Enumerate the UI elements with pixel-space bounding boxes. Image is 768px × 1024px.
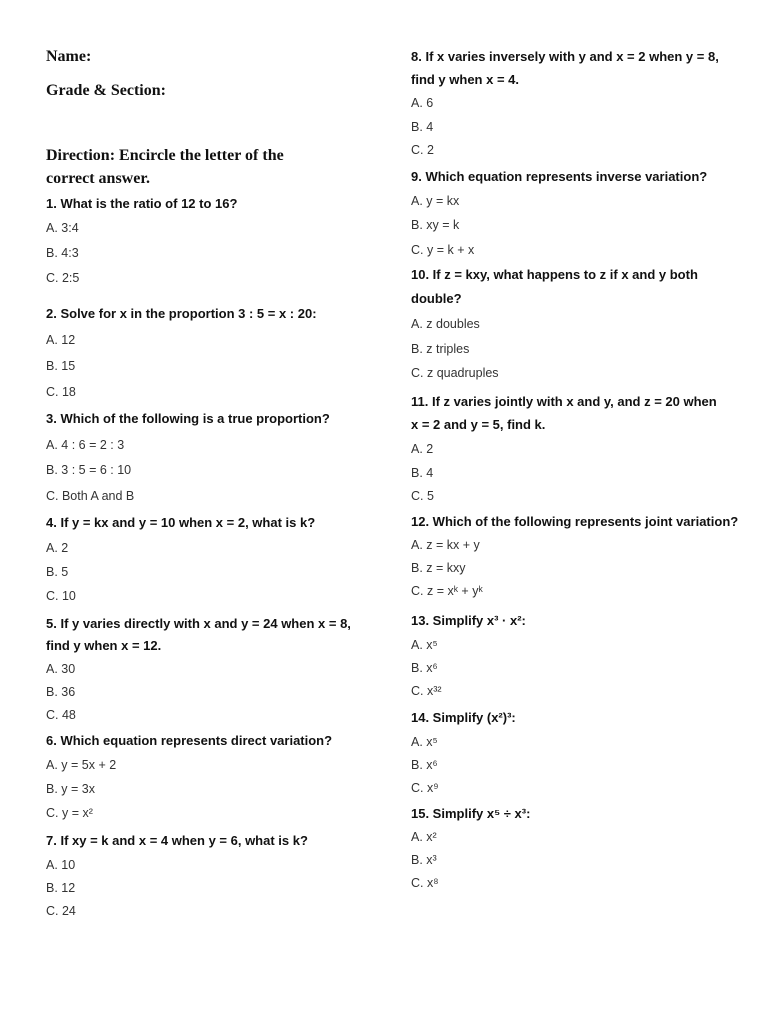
question-5-stem-line-1: 5. If y varies directly with x and y = 24 when x = 8, — [46, 616, 351, 631]
question-12-option-b[interactable]: B. z = kxy — [411, 561, 466, 575]
question-1-option-c[interactable]: C. 2:5 — [46, 271, 80, 285]
question-3-stem: 3. Which of the following is a true proportion? — [46, 411, 330, 426]
question-5-stem-line-2: find y when x = 12. — [46, 638, 162, 653]
question-12-stem: 12. Which of the following represents joint variation? — [411, 514, 739, 529]
question-3-option-c[interactable]: C. Both A and B — [46, 489, 135, 503]
question-12-option-c[interactable]: C. z = xᵏ + yᵏ — [411, 584, 483, 598]
question-1-stem: 1. What is the ratio of 12 to 16? — [46, 196, 238, 211]
question-13-option-b[interactable]: B. x⁶ — [411, 661, 438, 675]
question-7-stem: 7. If xy = k and x = 4 when y = 6, what is k? — [46, 833, 308, 848]
question-2-option-c[interactable]: C. 18 — [46, 385, 76, 399]
question-7-option-b[interactable]: B. 12 — [46, 881, 76, 895]
question-15-option-b[interactable]: B. x³ — [411, 853, 437, 867]
question-10-option-a[interactable]: A. z doubles — [411, 317, 480, 331]
question-13-stem: 13. Simplify x³ · x²: — [411, 613, 526, 628]
question-6-option-a[interactable]: A. y = 5x + 2 — [46, 758, 117, 772]
question-9-stem: 9. Which equation represents inverse variation? — [411, 169, 708, 184]
question-10-option-b[interactable]: B. z triples — [411, 342, 470, 356]
grade-section-label: Grade & Section: — [46, 82, 166, 99]
question-5-option-b[interactable]: B. 36 — [46, 685, 76, 699]
question-2-option-a[interactable]: A. 12 — [46, 333, 76, 347]
question-8-option-b[interactable]: B. 4 — [411, 120, 434, 134]
question-8-stem-line-2: find y when x = 4. — [411, 72, 519, 87]
question-3-option-a[interactable]: A. 4 : 6 = 2 : 3 — [46, 438, 125, 452]
question-5-option-a[interactable]: A. 30 — [46, 662, 76, 676]
question-8-option-c[interactable]: C. 2 — [411, 143, 434, 157]
question-1-option-a[interactable]: A. 3:4 — [46, 221, 79, 235]
question-11-option-b[interactable]: B. 4 — [411, 466, 434, 480]
question-12-option-a[interactable]: A. z = kx + y — [411, 538, 480, 552]
name-label: Name: — [46, 48, 92, 65]
question-14-option-c[interactable]: C. x⁹ — [411, 781, 439, 795]
question-10-option-c[interactable]: C. z quadruples — [411, 366, 499, 380]
question-14-stem: 14. Simplify (x²)³: — [411, 710, 516, 725]
question-4-stem: 4. If y = kx and y = 10 when x = 2, what is k? — [46, 515, 316, 530]
question-3-option-b[interactable]: B. 3 : 5 = 6 : 10 — [46, 463, 132, 477]
question-11-stem-line-2: x = 2 and y = 5, find k. — [411, 417, 546, 432]
question-9-option-a[interactable]: A. y = kx — [411, 194, 460, 208]
question-9-option-c[interactable]: C. y = k + x — [411, 243, 475, 257]
question-1-option-b[interactable]: B. 4:3 — [46, 246, 79, 260]
question-11-stem-line-1: 11. If z varies jointly with x and y, and z = 20 when — [411, 394, 717, 409]
question-11-option-c[interactable]: C. 5 — [411, 489, 434, 503]
question-10-stem-line-1: 10. If z = kxy, what happens to z if x and y both — [411, 267, 698, 282]
direction-line-1: Direction: Encircle the letter of the — [46, 147, 284, 164]
question-8-option-a[interactable]: A. 6 — [411, 96, 434, 110]
question-15-option-c[interactable]: C. x⁸ — [411, 876, 439, 890]
question-2-option-b[interactable]: B. 15 — [46, 359, 76, 373]
question-4-option-a[interactable]: A. 2 — [46, 541, 69, 555]
question-15-stem: 15. Simplify x⁵ ÷ x³: — [411, 806, 531, 821]
question-2-stem: 2. Solve for x in the proportion 3 : 5 = x : 20: — [46, 306, 317, 321]
question-5-option-c[interactable]: C. 48 — [46, 708, 76, 722]
question-13-option-a[interactable]: A. x⁵ — [411, 638, 438, 652]
question-4-option-c[interactable]: C. 10 — [46, 589, 76, 603]
question-15-option-a[interactable]: A. x² — [411, 830, 437, 844]
question-13-option-c[interactable]: C. x³² — [411, 684, 442, 698]
question-6-option-c[interactable]: C. y = x² — [46, 806, 93, 820]
question-14-option-a[interactable]: A. x⁵ — [411, 735, 438, 749]
question-6-stem: 6. Which equation represents direct variation? — [46, 733, 333, 748]
question-4-option-b[interactable]: B. 5 — [46, 565, 69, 579]
question-7-option-a[interactable]: A. 10 — [46, 858, 76, 872]
direction-line-2: correct answer. — [46, 170, 150, 187]
question-9-option-b[interactable]: B. xy = k — [411, 218, 460, 232]
question-6-option-b[interactable]: B. y = 3x — [46, 782, 95, 796]
question-8-stem-line-1: 8. If x varies inversely with y and x = 2 when y = 8, — [411, 49, 719, 64]
question-11-option-a[interactable]: A. 2 — [411, 442, 434, 456]
question-14-option-b[interactable]: B. x⁶ — [411, 758, 438, 772]
question-7-option-c[interactable]: C. 24 — [46, 904, 76, 918]
question-10-stem-line-2: double? — [411, 291, 462, 306]
